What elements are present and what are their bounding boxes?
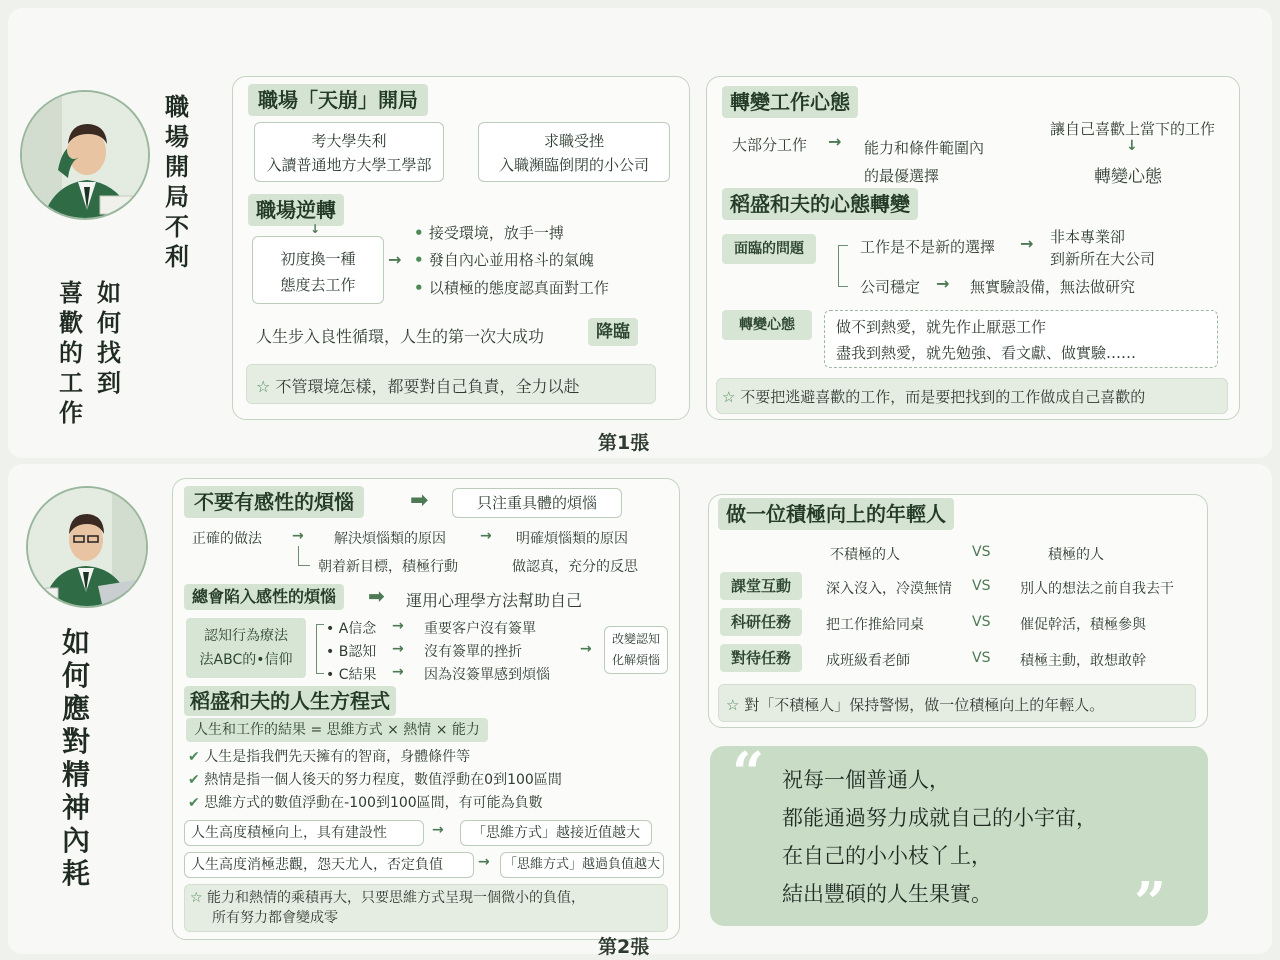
star-icon: ☆ (726, 696, 740, 714)
branch-line (298, 546, 310, 566)
box-concrete-worry: 只注重具體的煩惱 (452, 488, 622, 518)
star-note: ☆ 不管環境怎樣，都要對自己負責，全力以赴 (256, 377, 580, 396)
row-negative-value: 深入沒入，冷漠無情 (826, 581, 952, 597)
bullet-item: • 接受環境，放手一搏 (414, 224, 564, 242)
quote-line: 在自己的小小枝丫上， (782, 844, 992, 868)
sheet1-vertical-title-2a: 如 何 找 到 (97, 279, 121, 397)
businessman-illustration (22, 92, 150, 220)
row-tag-classroom: 課堂互動 (720, 572, 802, 600)
bullet-item: • 以積極的態度認真面對工作 (414, 279, 609, 297)
heading-inamori-mindset: 稻盛和夫的心態轉變 (722, 188, 918, 220)
result-tag: 降臨 (588, 318, 638, 346)
row-tag-research: 科研任務 (720, 608, 802, 636)
arrow-down-icon: ↓ (310, 222, 321, 236)
heading-change-mindset: 轉變工作心態 (722, 86, 858, 118)
text-problem-1: 工作是不是新的選擇 (860, 238, 996, 256)
arrow-right-icon: → (392, 664, 404, 680)
text-mindset-1: 做不到熱愛，就先作止厭惡工作 (836, 318, 1047, 336)
arrow-down-icon: ↓ (1126, 138, 1138, 154)
bracket-line (838, 245, 848, 287)
sheet2-vertical-title: 如 何 應 對 精 神 內 耗 (61, 626, 90, 891)
abc-item-b: • B認知 (326, 644, 377, 660)
row-vs: VS (972, 614, 991, 630)
row-positive-value: 催促幹活，積極參與 (1020, 617, 1146, 633)
star-note: ☆ 能力和熱情的乘積再大，只要思維方式呈現一個微小的負值， 所有努力都會變成零 (190, 890, 586, 926)
star-note: ☆ 不要把逃避喜歡的工作，而是要把找到的工作做成自己喜歡的 (722, 388, 1146, 406)
col-positive-person: 積極的人 (1048, 547, 1104, 563)
box-negative-life: 人生高度消極悲觀，怨天尤人，否定負值 (184, 852, 474, 878)
check-item: ✔ 思維方式的數值浮動在-100到100區間，有可能為負數 (188, 795, 543, 811)
abc-value-c: 因為沒簽單感到煩惱 (424, 667, 550, 683)
text-problem-2-result: 無實驗設備，無法做研究 (970, 278, 1136, 296)
arrow-right-icon: ➡ (410, 488, 429, 513)
check-icon: ✔ (188, 795, 200, 811)
box-positive-value: 「思維方式」越接近值越大 (460, 820, 652, 846)
check-item: ✔ 人生是指我們先天擁有的智商，身體條件等 (188, 749, 471, 765)
star-note: ☆ 對「不積極人」保持警惕，做一位積極向上的年輕人。 (726, 696, 1105, 714)
avatar-businessman-stressed (20, 90, 150, 220)
tag-cbt-abc: 認知行為療法 法ABC的•信仰 (186, 618, 306, 678)
star-icon: ☆ (190, 890, 203, 906)
row-negative-value: 成班級看老師 (826, 653, 910, 669)
quote-line: 都能通過努力成就自己的小宇宙， (782, 806, 1097, 830)
tag-formula: 人生和工作的結果 = 思維方式 × 熱情 × 能力 (186, 718, 488, 742)
check-icon: ✔ (188, 772, 200, 788)
text-problem-2: 公司穩定 (860, 278, 921, 296)
row-positive-value: 積極主動，敢想敢幹 (1020, 653, 1146, 669)
box-positive-life: 人生高度積極向上，具有建設性 (184, 820, 424, 846)
text-solve-cause: 解決煩惱類的原因 (334, 531, 446, 547)
arrow-right-icon: → (936, 274, 950, 293)
page-label-2: 第2張 (598, 936, 650, 958)
arrow-right-icon: ➡ (368, 584, 385, 608)
result-text: 人生步入良性循環，人生的第一次大成功 (256, 327, 545, 346)
text-problem-1-result: 非本專業卻 到新所在大公司 (1050, 228, 1156, 268)
text-psychology-help: 運用心理學方法幫助自己 (406, 591, 583, 610)
arrow-right-icon: → (392, 641, 404, 657)
bullet-item: • 發自內心並用格斗的氣魄 (414, 251, 594, 269)
text-mindset-2: 盡我到熱愛，就先勉強、看文獻、做實驗…… (836, 344, 1137, 362)
box-job-hunt-setback: 求職受挫 入職瀕臨倒閉的小公司 (478, 122, 670, 182)
abc-item-c: • C結果 (326, 667, 377, 683)
page-label-1: 第1張 (598, 432, 650, 454)
heading-career-start: 職場「天崩」開局 (248, 84, 428, 116)
text-most-jobs: 大部分工作 (732, 136, 808, 154)
text-like-current-job: 讓自己喜歡上當下的工作 (1050, 120, 1216, 138)
box-negative-value: 「思維方式」越過負值越大 (500, 852, 664, 878)
arrow-right-icon: → (580, 641, 592, 657)
box-exam-failure: 考大學失利 入讀普通地方大學工學部 (254, 122, 444, 182)
arrow-right-icon: → (392, 618, 404, 634)
arrow-right-icon: → (292, 528, 304, 544)
text-reflect: 做認真，充分的反思 (512, 559, 638, 575)
sheet1-vertical-title-2b: 喜 歡 的 工 作 (59, 279, 83, 427)
arrow-right-icon: → (480, 528, 492, 544)
tag-change-mindset: 轉變心態 (722, 310, 812, 340)
check-item: ✔ 熱情是指一個人後天的努力程度，數值浮動在0到100區間 (188, 772, 562, 788)
abc-bracket (316, 624, 324, 674)
text-correct-way: 正確的做法 (192, 531, 262, 547)
avatar-businessman-working (26, 486, 148, 608)
row-positive-value: 別人的想法之前自我去干 (1020, 581, 1174, 597)
row-tag-task: 對待任務 (720, 644, 802, 672)
star-icon: ☆ (722, 388, 736, 406)
quote-line: 祝每一個普通人， (782, 768, 950, 792)
quote-line: 結出豐碩的人生果實。 (782, 882, 992, 906)
heading-life-equation: 稻盛和夫的人生方程式 (184, 686, 396, 716)
box-attitude-change: 初度換一種 態度去工作 (252, 236, 384, 304)
arrow-right-icon: → (388, 250, 402, 269)
businessman-laptop-illustration (28, 488, 148, 608)
row-vs: VS (972, 650, 991, 666)
tag-problems: 面臨的問題 (722, 234, 816, 264)
row-negative-value: 把工作推給同桌 (826, 617, 924, 633)
heading-no-emotional-worry: 不要有感性的煩惱 (184, 486, 364, 518)
row-vs: VS (972, 578, 991, 594)
text-clarify-cause: 明確煩惱類的原因 (516, 531, 628, 547)
box-change-cognition: 改變認知 化解煩惱 (604, 626, 668, 674)
text-best-choice: 能力和條件範圍內 的最優選擇 (864, 139, 985, 185)
quote-close-icon: ” (1134, 870, 1167, 936)
heading-emotional-trap: 總會陷入感性的煩惱 (184, 584, 344, 610)
arrow-right-icon: → (478, 854, 490, 870)
star-icon: ☆ (256, 377, 271, 396)
arrow-right-icon: → (432, 822, 444, 838)
abc-item-a: • A信念 (326, 621, 377, 637)
arrow-right-icon: → (828, 132, 842, 151)
abc-value-b: 沒有簽單的挫折 (424, 644, 522, 660)
abc-value-a: 重要客户沒有簽單 (424, 621, 536, 637)
arrow-right-icon: → (1020, 234, 1034, 253)
check-icon: ✔ (188, 749, 200, 765)
text-new-goal: 朝着新目標，積極行動 (318, 559, 458, 575)
col-negative-person: 不積極的人 (830, 547, 900, 563)
quote-open-icon: “ (732, 740, 765, 806)
col-vs: VS (972, 544, 991, 560)
text-change-mindset: 轉變心態 (1094, 167, 1162, 187)
heading-positive-youth: 做一位積極向上的年輕人 (718, 498, 954, 530)
heading-career-reversal: 職場逆轉 (248, 194, 344, 226)
sheet1-vertical-title-1: 職 場 開 局 不 利 (165, 93, 189, 271)
